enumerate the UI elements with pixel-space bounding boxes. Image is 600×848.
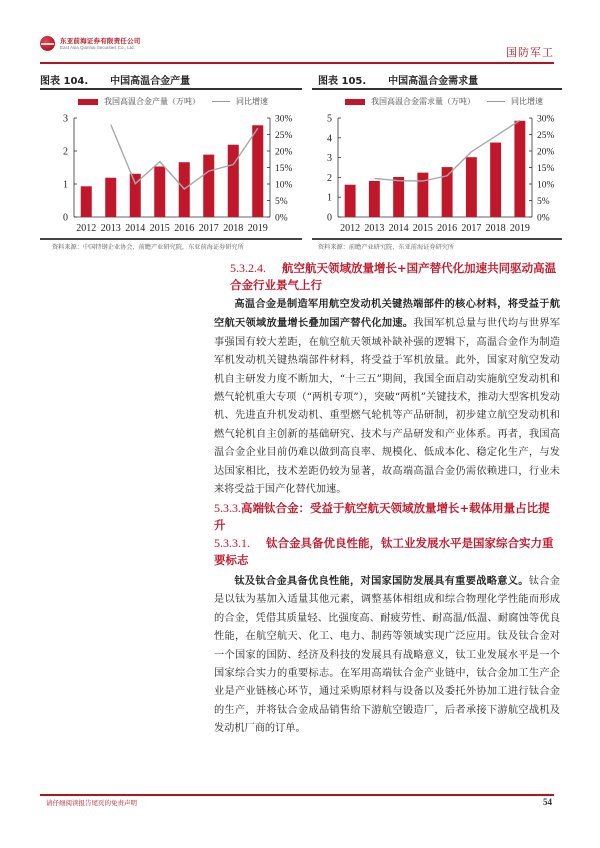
- svg-text:0%: 0%: [537, 213, 550, 224]
- chart-105-legend: [345, 96, 543, 107]
- chart-104-source: 资料来源：中国特钢企业协会，前瞻产业研究院，东亚前海证券研究所: [52, 244, 244, 251]
- svg-text:1: 1: [327, 192, 332, 204]
- svg-text:1: 1: [63, 179, 68, 191]
- svg-text:3: 3: [327, 153, 332, 165]
- svg-text:2015: 2015: [412, 223, 433, 234]
- heading-text: 航空航天领域放量增长+国产替代化加速共同驱动高温合金行业景气上行: [230, 261, 557, 292]
- svg-text:2014: 2014: [125, 223, 146, 234]
- paragraph-lead-bold: 高温合金是制造军用航空发动机关键热端部件的核心材料，将受益于航空航天领域放量增长叠加国产替代化加速。: [214, 298, 560, 330]
- chart-104-legend: [78, 96, 268, 107]
- chart-104-title: [40, 72, 190, 87]
- svg-text:2013: 2013: [100, 223, 121, 234]
- svg-text:10%: 10%: [537, 180, 555, 191]
- svg-text:2017: 2017: [198, 223, 219, 234]
- chart-104-title-text: 中国高温合金产量: [110, 76, 191, 87]
- legend-line-label: 同比增速: [236, 97, 268, 106]
- chart-104-number: 图表 104.: [40, 76, 89, 87]
- chart-105-number: 图表 105.: [318, 76, 367, 87]
- svg-text:0%: 0%: [275, 213, 288, 224]
- chart-105-title-text: 中国高温合金需求量: [388, 76, 479, 87]
- svg-text:15%: 15%: [275, 164, 293, 174]
- company-name-cn: 东亚前海证券有限责任公司: [60, 37, 141, 45]
- legend-bar-swatch-icon: [78, 99, 98, 105]
- svg-text:0: 0: [327, 212, 332, 224]
- paragraph-body: 我国军机总量与世代均与世界军事强国有较大差距，在航空航天领域补缺补强的逻辑下，高温合金作为制造军机发动机关键热端部件材料，将受益于军机放量。此外，国家对航空发动机自主研发力度不断加大，“十三五”期间，我国全面启动实施航空发动机和燃气轮机重大专项（“两机专项”），突破“两机”关键技术，推动大型客机发动机、先进直升机发动机、重型燃气轮机等产品研制，初步建立航空发动机和燃气轮机自主创新的基础研究、技术与产品研发和产业体系。再者，我国高温合金企业目前仍难以做到高良率、规模化、低成本化、稳定化生产，与发达国家相比，技术差距仍较为显著，故高端高温合金仍需依赖进口，行业未来将受益于国产化替代加速。: [214, 318, 561, 496]
- header-divider: [40, 62, 554, 64]
- svg-text:5: 5: [327, 113, 332, 125]
- svg-text:2014: 2014: [388, 223, 409, 234]
- svg-text:2: 2: [327, 172, 332, 184]
- chart-105-title-rule: [312, 88, 562, 90]
- heading-number: 5.3.3.1.: [214, 536, 250, 550]
- legend-line-swatch-icon: [487, 101, 505, 102]
- chart-104-title-rule: [40, 88, 302, 90]
- heading-text: 钛合金具备优良性能，钛工业发展水平是国家综合实力重要标志: [214, 536, 554, 567]
- chart-105-source-rule: [312, 238, 562, 240]
- svg-text:2019: 2019: [247, 223, 268, 234]
- svg-text:20%: 20%: [537, 147, 555, 158]
- svg-text:2016: 2016: [174, 223, 195, 234]
- paragraph-lead-bold: 钛及钛合金具备优良性能，对国家国防发展具有重要战略意义。: [234, 575, 529, 587]
- chart-105-source: 资料来源：前瞻产业研究院，东亚前海证券研究所: [318, 244, 455, 251]
- page-number: 54: [543, 797, 552, 807]
- heading-number: 5.3.3.: [214, 501, 241, 515]
- chart-105-title: [318, 72, 478, 87]
- svg-text:2018: 2018: [223, 223, 244, 234]
- svg-text:5%: 5%: [537, 197, 550, 207]
- paragraph-body: 钛合金是以钛为基加入适量其他元素，调整基体相组成和综合物理化学性能而形成的合金，凭借其质量轻、比强度高、耐疲劳性、耐高温/低温、耐腐蚀等优良性能，在航空航天、化工、电力、制药等领域实现广泛应用。钛及钛合金对一个国家的国防、经济及科技的发展具有战略意义，钛工业发展水平是一个国家综合实力的重要标志。在军用高端钛合金产业链中，钛合金加工生产企业是产业链核心环节，通过采购原材料与设备以及委托外协加工进行钛合金的生产，并将钛合金成品销售给下游航空锻造厂，后者承接下游航空战机及发动机厂商的订单。: [214, 576, 560, 735]
- svg-text:2018: 2018: [485, 223, 506, 234]
- company-logo-icon: [40, 36, 55, 51]
- svg-text:30%: 30%: [537, 114, 555, 125]
- paragraph-superalloy: [214, 295, 560, 499]
- svg-text:2016: 2016: [437, 223, 458, 234]
- legend-bar-label: 我国高温合金需求量（万吨）: [371, 97, 475, 106]
- legend-line-label: 同比增速: [511, 97, 543, 106]
- paragraph-titanium: [214, 572, 560, 739]
- report-section-label: 国防军工: [506, 46, 554, 59]
- svg-text:10%: 10%: [275, 180, 293, 191]
- svg-text:2012: 2012: [340, 223, 361, 234]
- heading-5-3-3: [214, 500, 560, 534]
- legend-bar-swatch-icon: [345, 99, 365, 105]
- legend-bar-label: 我国高温合金产量（万吨）: [104, 97, 200, 106]
- svg-text:2015: 2015: [149, 223, 170, 234]
- svg-text:5%: 5%: [275, 197, 288, 207]
- svg-text:20%: 20%: [275, 147, 293, 158]
- heading-text: 高端钛合金：受益于航空航天领域放量增长+载体用量占比提升: [214, 501, 550, 532]
- company-name-en: East Asia Qianhai Securities Co., Ltd.: [60, 45, 135, 50]
- chart-104-source-rule: [40, 238, 302, 240]
- svg-text:15%: 15%: [537, 164, 555, 174]
- legend-line-swatch-icon: [212, 101, 230, 102]
- svg-text:4: 4: [327, 133, 332, 145]
- footer-divider: [40, 794, 554, 796]
- disclaimer-note: 请仔细阅读报告尾页的免责声明: [46, 799, 137, 807]
- heading-5-3-2-4: [230, 260, 560, 294]
- chart-104-plot: [30, 108, 310, 234]
- svg-text:0: 0: [63, 212, 68, 224]
- svg-text:2: 2: [63, 146, 68, 158]
- chart-105-plot: [310, 108, 590, 234]
- svg-text:2017: 2017: [461, 223, 482, 234]
- svg-text:3: 3: [63, 113, 68, 125]
- heading-number: 5.3.2.4.: [230, 261, 266, 275]
- svg-text:30%: 30%: [275, 114, 293, 125]
- svg-text:25%: 25%: [275, 131, 293, 141]
- svg-text:25%: 25%: [537, 131, 555, 141]
- svg-text:2019: 2019: [509, 223, 530, 234]
- heading-5-3-3-1: [214, 535, 560, 569]
- svg-text:2013: 2013: [364, 223, 385, 234]
- svg-text:2012: 2012: [76, 223, 97, 234]
